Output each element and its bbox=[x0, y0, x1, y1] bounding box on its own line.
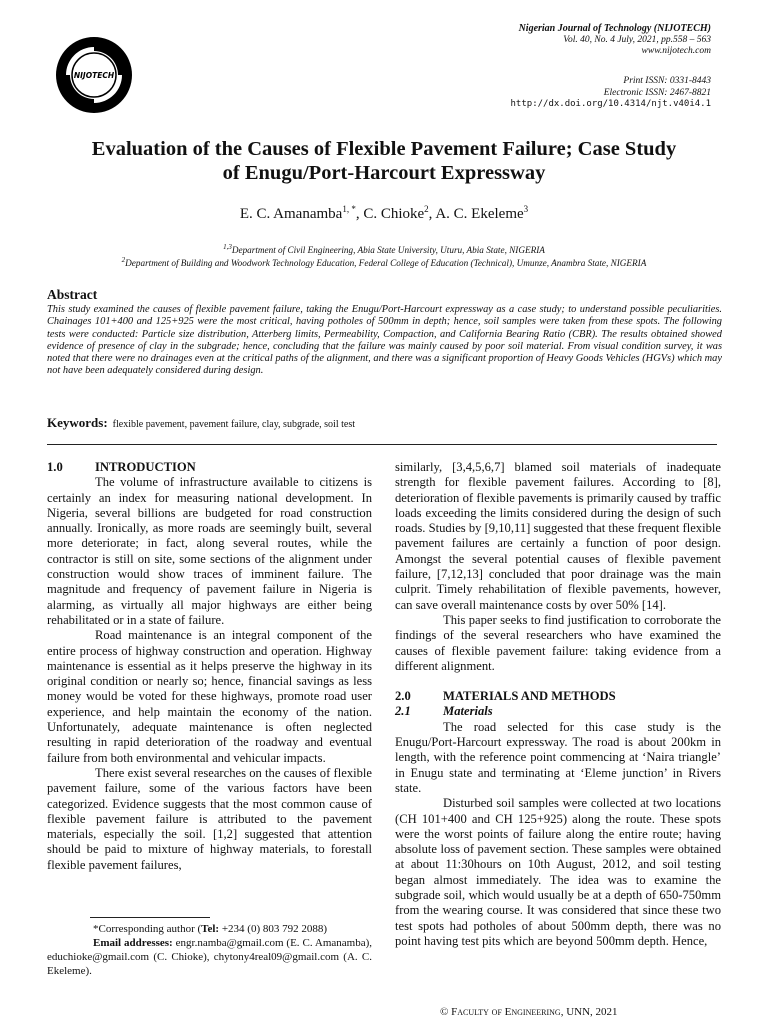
author-2: , C. Chioke bbox=[355, 206, 425, 222]
intro-paragraph-2: Road maintenance is an integral component of the entire process of highway construction and operation. Highway maintenance is essential as it helps preserve the highway in its original condition or nearly so; hence, financial savings as less money would be voted for these highways, promote road user experience, and help maintain the economy of the nation. Unfortunately, adequate maintenance is often neglected resulting in rapid deterioration of the roadway and eventual failure from both environmental and vehicular impacts. bbox=[47, 628, 372, 765]
title-line-1: Evaluation of the Causes of Flexible Pavement Failure; Case Study bbox=[91, 138, 677, 160]
paper-title bbox=[40, 137, 728, 185]
materials-paragraph-2: Disturbed soil samples were collected at two locations (CH 101+400 and CH 125+925) along the route. These spots were the worst points of failure along the entire route; having absolute loss of pavement section. These samples were obtained at about 11:30hours on 10th August, 2012, and soil testing began almost immediately. The idea was to examine the subgrade soil, which would usually be at a depth of 650-750mm from the wearing course. It was considered that since these two test spots had potholes of about 500mm depth, there was no point having test pits which are beyond 500mm depth. Hence, bbox=[395, 796, 721, 948]
author-3: , A. C. Ekeleme bbox=[428, 206, 524, 222]
author-3-sup: 3 bbox=[523, 204, 529, 214]
footnote-tel: +234 (0) 803 792 2088) bbox=[219, 923, 328, 935]
footnote-tel-label: Tel: bbox=[201, 923, 220, 935]
corresponding-author-footnote bbox=[47, 922, 372, 978]
subsection-2-1-number: 2.1 bbox=[395, 704, 411, 719]
journal-name: Nigerian Journal of Technology (NIJOTECH) bbox=[518, 23, 711, 34]
keywords-label: Keywords: bbox=[47, 415, 108, 430]
footnote-email-label: Email addresses: bbox=[93, 937, 173, 949]
subsection-2-1-title: Materials bbox=[443, 704, 493, 719]
abstract-text: This study examined the causes of flexible pavement failure, taking the Enugu/Port-Harcourt expressway as a case study; to understand possible peculiarities. Chainages 101+400 and 125+925 were the most critical, having potholes of 500mm in depth; hence, soil samples were taken from these spots. The following tests were conducted: Particle size distribution, Atterberg limits, Permeability, Compaction, and California Bearing Ratio (CBR). The results obtained showed evidence of presence of clay in the subgrade; hence, concluding that the failure was mainly caused by poor soil material. From visual condition survey, it was noted that there were no drainages even at the critical paths of the alignment, and there was a significant proportion of Heavy Goods Vehicles (HGVs) which may not have been adequately considered during design. bbox=[47, 304, 722, 377]
divider bbox=[47, 444, 717, 445]
affiliation-2-text: Department of Building and Woodwork Technology Education, Federal College of Education (Technical), Umunze, Anambra State, NIGERIA bbox=[125, 258, 647, 269]
intro-paragraph-3: There exist several researches on the causes of flexible pavement failure, some of the various factors have been categorized. Evidence suggests that the most common cause of flexible pavement failure is attributed to the pavement materials, especially the soil. [1,2] suggested that attention should be paid to mixture of highway materials, to forestall flexible pavement failures, bbox=[47, 765, 372, 872]
nijotech-logo bbox=[52, 33, 136, 117]
intro-paragraph-1: The volume of infrastructure available to citizens is certainly an index for measuring national development. In Nigeria, several billions are budgeted for road construction annually. Ironically, as more roads are seemingly built, several more deteriorate; in fact, along several routes, while the contractor is still on site, some sections of the alignment under construction would show traces of imminent failure. The magnitude and frequency of pavement failure in Nigeria is alarming, as virtually all major highways are either being rehabilitated or in a state of failure. bbox=[47, 475, 372, 627]
issn-block bbox=[511, 76, 711, 111]
doi-link[interactable]: http://dx.doi.org/10.4314/njt.v40i4.1 bbox=[510, 99, 711, 109]
affiliation-2 bbox=[30, 254, 738, 269]
footnote-corr: *Corresponding author ( bbox=[93, 923, 202, 935]
intro-paragraph-4: similarly, [3,4,5,6,7] blamed soil materials of inadequate strength for flexible pavement failures. According to [8], deterioration of flexible pavements is primarily caused by traffic loads exceeding the limits considered during the design of such roads. Studies by [9,10,11] suggested that these frequent flexible pavement failures are certainly a function of poor design. Amongst the several potential causes of flexible pavement failure, [7,12,13] concluded that poor drainage was the main culprit. Timely rehabilitation of flexible pavements, however, can save overall maintenance costs by over 50% [14]. bbox=[395, 460, 721, 612]
author-1: E. C. Amanamba bbox=[239, 206, 343, 222]
affiliation-1-sup: 1,3 bbox=[223, 243, 232, 251]
materials-paragraph-1: The road selected for this case study is the Enugu/Port-Harcourt expressway. The road is about 200km in length, with the reference point commencing at ‘Naira triangle’ in Enugu state and terminating at ‘Eleme junction’ in Rivers state. bbox=[395, 719, 721, 795]
keywords bbox=[47, 415, 355, 431]
title-line-2: of Enugu/Port-Harcourt Expressway bbox=[222, 162, 546, 184]
copyright-footer: © Faculty of Engineering, UNN, 2021 bbox=[440, 1006, 618, 1018]
left-column bbox=[47, 460, 372, 873]
keywords-text: flexible pavement, pavement failure, clay, subgrade, soil test bbox=[112, 419, 355, 430]
section-2-heading bbox=[395, 689, 721, 704]
abstract-heading: Abstract bbox=[47, 287, 98, 302]
journal-website[interactable]: www.nijotech.com bbox=[641, 46, 711, 56]
author-list bbox=[40, 204, 728, 223]
journal-header bbox=[519, 23, 711, 58]
intro-paragraph-5: This paper seeks to find justification to corroborate the findings of the several researchers who have examined the causes of flexible pavement failure: taking evidence from a different alignment. bbox=[395, 612, 721, 673]
section-2-number: 2.0 bbox=[395, 689, 411, 704]
journal-volume: Vol. 40, No. 4 July, 2021, pp.558 – 563 bbox=[563, 34, 711, 45]
electronic-issn: Electronic ISSN: 2467-8821 bbox=[603, 87, 711, 98]
right-column bbox=[395, 460, 721, 949]
footnote-rule bbox=[90, 917, 210, 918]
affiliation-1-text: Department of Civil Engineering, Abia State University, Uturu, Abia State, NIGERIA bbox=[231, 245, 545, 256]
author-1-sup: 1, * bbox=[342, 204, 356, 214]
section-2-title: MATERIALS AND METHODS bbox=[443, 689, 616, 704]
author-2-sup: 2 bbox=[424, 204, 429, 214]
print-issn: Print ISSN: 0331-8443 bbox=[623, 76, 711, 86]
section-1-heading bbox=[47, 460, 372, 475]
logo-text: NIJOTECH bbox=[73, 71, 115, 80]
section-1-number: 1.0 bbox=[47, 460, 63, 474]
subsection-2-1-heading bbox=[395, 704, 721, 719]
section-1-title: INTRODUCTION bbox=[95, 460, 196, 474]
footnote-emails: engr.namba@gmail.com (E. C. Amanamba), educhioke@gmail.com (C. Chioke), chytony4real09@gmail.com (A. C. Ekeleme). bbox=[47, 937, 372, 977]
affiliation-2-sup: 2 bbox=[121, 256, 126, 264]
